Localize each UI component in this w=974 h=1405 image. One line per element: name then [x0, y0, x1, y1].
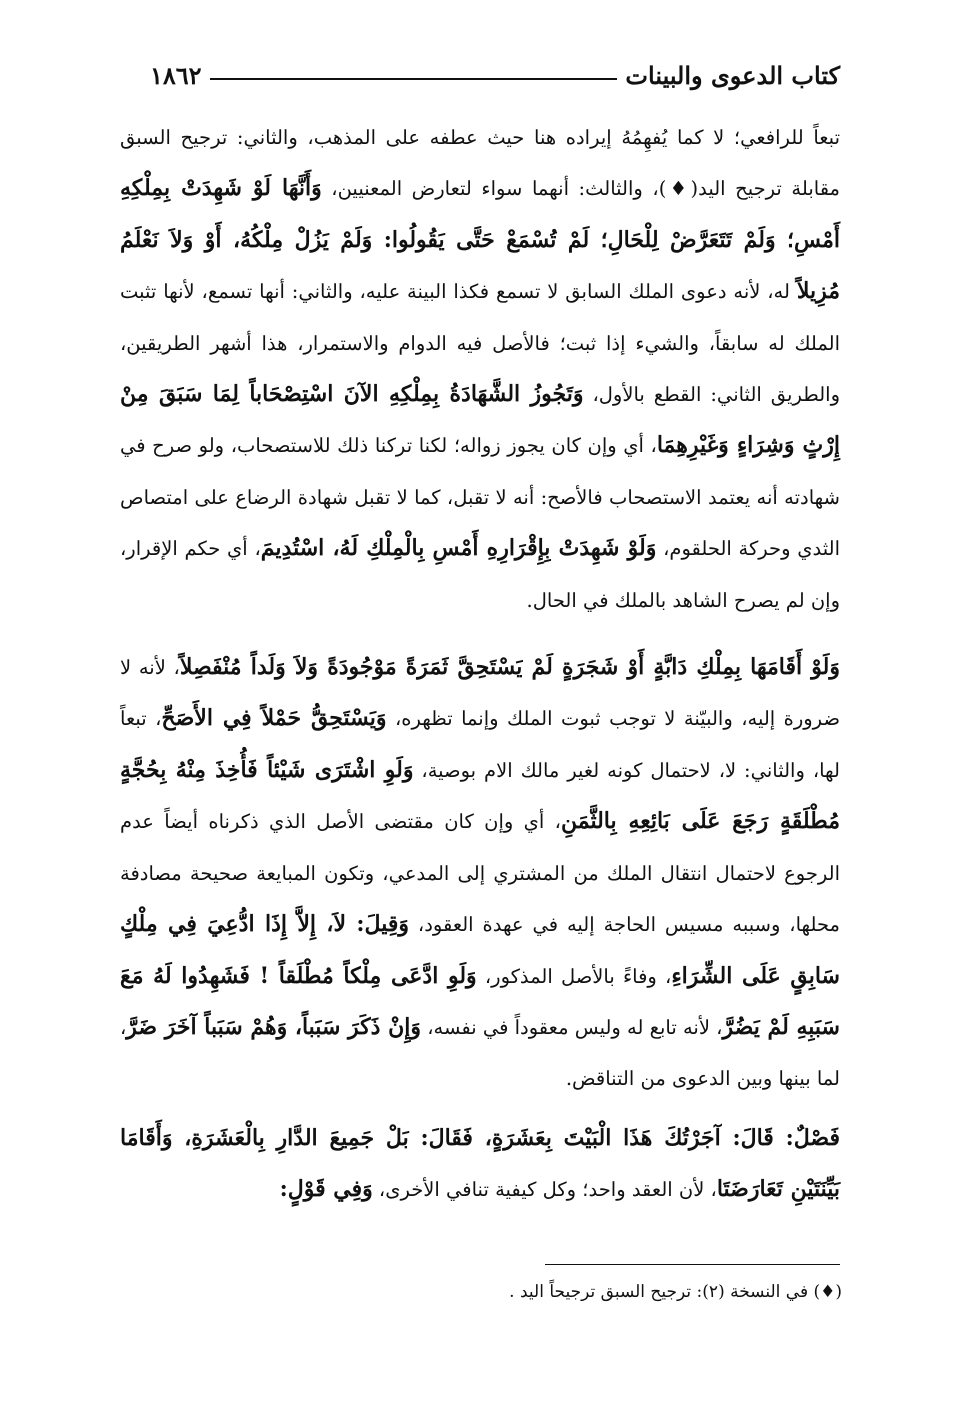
- commentary-text: ، تبعاً لها، والثاني: لا، لاحتمال كونه لغير مالك الام بوصية،: [120, 707, 840, 782]
- paragraph-1: [120, 112, 840, 626]
- book-title: كتاب الدعوى والبينات: [625, 61, 840, 90]
- footnote-rule: [545, 1264, 840, 1265]
- commentary-text: ، وفاءً بالأصل المذكور،: [476, 964, 672, 988]
- commentary-text: ، أي حكم الإقرار، وإن لم يصرح الشاهد بالملك في الحال.: [120, 537, 840, 612]
- matn-text: وَفِي قَوْلٍ:: [279, 1176, 373, 1203]
- matn-text: وَقِيلَ: لاَ، إِلاَّ إِذَا ادُّعِيَ فِي مِلْكٍ سَابِقٍ عَلَى الشِّرَاءِ: [120, 911, 840, 989]
- commentary-text: ، أي وإن كان يجوز زواله؛ لكنا تركنا ذلك للاستصحاب، ولو صرح في شهادته أنه يعتمد الاستصحاب فالأصح: أنه لا تقبل، كما لا تقبل شهادة الرضاع على امتصاص الثدي وحركة الحلقوم،: [120, 434, 841, 561]
- matn-text: فَصْلٌ: قَالَ: آجَرْتُكَ هَذَا الْبَيْتَ بِعَشَرَةٍ، فَقَالَ: بَلْ جَمِيعَ الدَّارِ بِالْعَشَرَةِ، وَأَقَامَا بَيِّنَتَيْنِ تَعَارَضَتَا: [120, 1124, 840, 1203]
- header-rule: [210, 78, 618, 80]
- matn-text: وَلَوْ أَقَامَهَا بِمِلْكِ دَابَّةٍ أَوْ شَجَرَةٍ لَمْ يَسْتَحِقَّ ثَمَرَةً مَوْجُودَةً وَلاَ وَلَداً مُنْفَصِلاً: [179, 654, 840, 681]
- page-number: ١٨٦٢: [150, 61, 202, 90]
- paragraph-3: [120, 1113, 840, 1216]
- commentary-text: له، لأنه دعوى الملك السابق لا تسمع فكذا البينة عليه، والثاني: أنها تسمع، لأنها تثبت الملك له سابقاً، والشيء إذا ثبت؛ فالأصل فيه الدوام والاستمرار، هذا أشهر الطريقين، والطريق الثاني: القطع بالأول،: [120, 280, 840, 407]
- commentary-text: ، والثالث: أنهما سواء لتعارض المعنيين،: [321, 177, 659, 201]
- matn-text: وَيَسْتَحِقُّ حَمْلاً فِي الأَصَحِّ: [161, 705, 387, 732]
- matn-text: وَأَنَّهَا لَوْ شَهِدَتْ بِمِلْكِهِ أَمْسِ؛ وَلَمْ تَتَعَرَّضْ لِلْحَالِ؛ لَمْ تُسْمَعْ حَتَّى يَقُولُوا: وَلَمْ يَزُلْ مِلْكُهُ، أَوْ وَلاَ نَعْلَمُ مُزِيلاً: [120, 175, 840, 305]
- commentary-text: ، لأنه لا ضرورة إليه، والبيّنة لا توجب ثبوت الملك وإنما تظهره،: [120, 656, 841, 731]
- commentary-text: تبعاً للرافعي؛ لا كما يُفهِمُهُ إيراده هنا حيث عطفه على المذهب، والثاني: ترجيح السبق مقابلة ترجيح اليد: [120, 126, 841, 201]
- matn-text: وَإِنْ ذَكَرَ سَبَباً، وَهُمْ سَبَباً آخَرَ ضَرَّ: [126, 1013, 422, 1040]
- commentary-text: ، لأن العقد واحد؛ وكل كيفية تنافي الأخرى،: [372, 1178, 717, 1202]
- footnote: (♦) في النسخة (٢): ترجيح السبق ترجيحاً اليد .: [509, 1282, 842, 1302]
- paragraph-2: [120, 642, 840, 1105]
- commentary-text: ، لأنه تابع له وليس معقوداً في نفسه،: [421, 1015, 723, 1039]
- matn-text: وَلَوْ شَهِدَتْ بِإِقْرَارِهِ أَمْسِ بِالْمِلْكِ لَهُ، اسْتُدِيمَ: [260, 535, 657, 562]
- commentary-text: ، لما بينها وبين الدعوى من التناقض.: [119, 1015, 840, 1091]
- matn-text: وَتَجُوزُ الشَّهَادَةُ بِمِلْكِهِ الآنَ اسْتِصْحَاباً لِمَا سَبَقَ مِنْ إِرْثٍ وَشِرَاءٍ وَغَيْرِهِمَا: [120, 381, 840, 459]
- commentary-text: (♦): [658, 177, 699, 201]
- page-body: [120, 112, 840, 1216]
- matn-text: وَلَوِ ادَّعَى مِلْكاً مُطْلَقاً ! فَشَهِدُوا لَهُ مَعَ سَبَبِهِ لَمْ يَضُرَّ: [120, 962, 840, 1040]
- running-header: [150, 46, 840, 90]
- commentary-text: ، أي وإن كان مقتضى الأصل الذي ذكرناه أيضاً عدم الرجوع لاحتمال انتقال الملك من المشتري إلى المدعي، وتكون المبايعة صحيحة مصادفة محلها، وسببه مسيس الحاجة إليه في عهدة العقود،: [120, 810, 840, 937]
- matn-text: وَلَوِ اشْتَرَى شَيْئاً فَأُخِذَ مِنْهُ بِحُجَّةٍ مُطْلَقَةٍ رَجَعَ عَلَى بَائِعِهِ بِالثَّمَنِ: [120, 756, 840, 835]
